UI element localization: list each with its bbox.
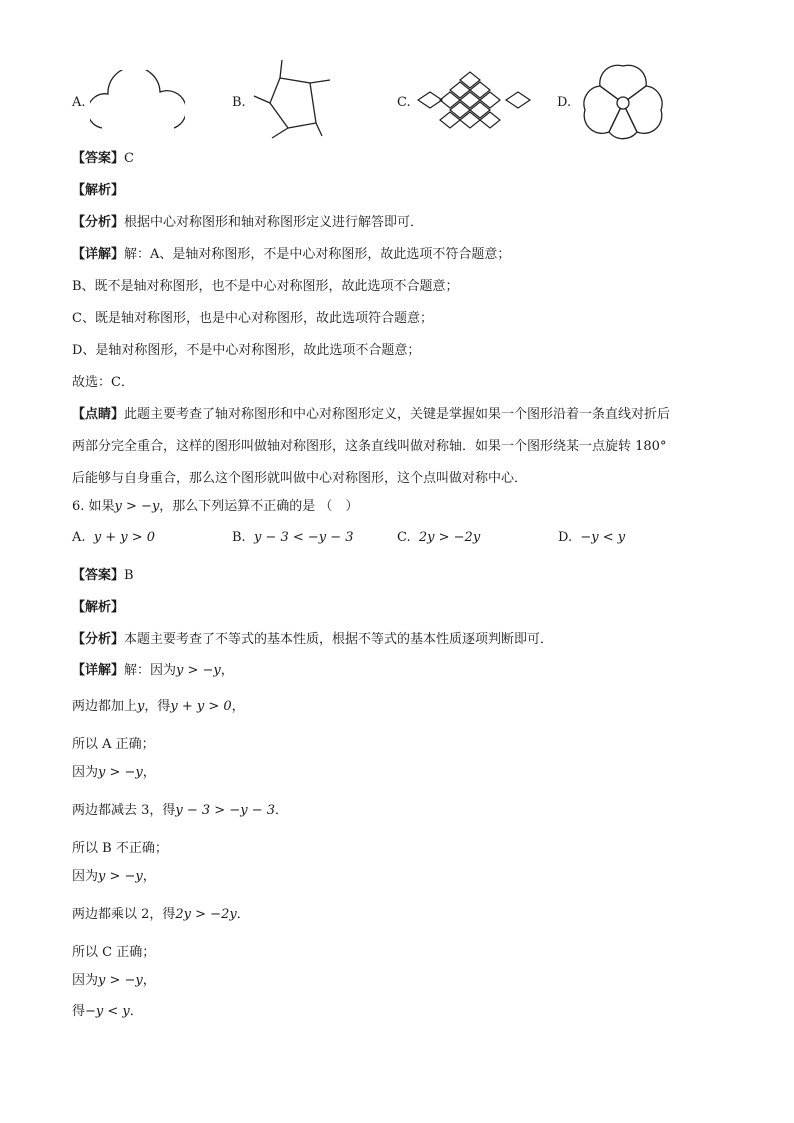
dianjing-text-1: 此题主要考查了轴对称图形和中心对称图形定义，关键是掌握如果一个图形沿着一条直线对折后 <box>124 407 671 422</box>
q5-dianjing-line-2: 两部分完全重合，这样的图形叫做轴对称图形，这条直线叫做对称轴．如果一个图形绕某一点旋转 180° <box>72 439 667 454</box>
q6-stem-math: y > −y <box>114 499 160 514</box>
step-var: y <box>137 699 145 714</box>
xiangjie-tag: 【详解】 <box>72 663 125 678</box>
choice-math: −y < y <box>580 530 626 545</box>
step-text: ， <box>231 699 245 714</box>
q5-dianjing-line-3: 后能够与自身重合，那么这个图形就叫做中心对称图形，这个点叫做对称中心． <box>72 471 528 486</box>
fenxi-tag: 【分析】 <box>72 632 125 647</box>
option-d-label: D. <box>557 95 572 110</box>
choice-label: B. <box>232 530 246 545</box>
q6-choice-b <box>232 530 354 545</box>
q5-answer-line <box>72 150 134 168</box>
step-text: ． <box>275 803 289 818</box>
q6-answer-line <box>72 567 134 585</box>
q5-line-d: D、是轴对称图形，不是中心对称图形，故此选项不合题意； <box>72 343 421 358</box>
choice-label: D. <box>558 530 573 545</box>
q6-choice-a <box>72 530 155 545</box>
answer-value: C <box>124 151 134 166</box>
condition-math: y > −y <box>98 765 143 780</box>
step-text: 两边都加上 <box>72 699 138 714</box>
q6-choice-d <box>558 530 625 545</box>
step-math: 2y > −2y <box>175 907 237 922</box>
q5-choose-line: 故选：C． <box>72 375 134 390</box>
q6-because-2 <box>72 868 156 886</box>
condition-math: y > −y <box>98 869 143 884</box>
answer-tag: 【答案】 <box>72 151 125 166</box>
diamond-lattice-figure <box>414 68 534 136</box>
q6-result-b: 所以 B 不正确； <box>72 841 168 856</box>
comma: ， <box>220 663 234 678</box>
q6-jiexi-line <box>72 599 124 617</box>
condition-math: y > −y <box>176 663 221 678</box>
comma: ， <box>142 765 156 780</box>
fenxi-text: 本题主要考查了不等式的基本性质，根据不等式的基本性质逐项判断即可． <box>124 632 554 647</box>
pentagon-spokes-figure <box>250 58 340 143</box>
step-text: ． <box>129 1004 143 1019</box>
option-a-label: A. <box>72 95 86 110</box>
choice-math: y + y > 0 <box>93 530 156 545</box>
fenxi-tag: 【分析】 <box>72 215 125 230</box>
choice-math: y − 3 < −y − 3 <box>253 530 354 545</box>
q6-result-c: 所以 C 正确； <box>72 945 156 960</box>
step-math: y − 3 > −y − 3 <box>175 803 276 818</box>
choice-label: C. <box>397 530 411 545</box>
choice-math: 2y > −2y <box>418 530 481 545</box>
xiangjie-tag: 【详解】 <box>72 247 125 262</box>
q6-stem-pre: 6. 如果 <box>72 499 115 514</box>
q5-jiexi-line <box>72 182 124 200</box>
plum-blossom-figure <box>580 60 666 146</box>
step-math: y + y > 0 <box>170 699 232 714</box>
jiexi-tag: 【解析】 <box>72 183 125 198</box>
xiangjie-pre: 解：因为 <box>124 663 177 678</box>
q5-line-c: C、既是轴对称图形，也是中心对称图形，故此选项符合题意； <box>72 311 433 326</box>
q6-result-d <box>72 1003 143 1021</box>
q6-stem-post: ，那么下列运算不正确的是 （ ） <box>159 499 359 514</box>
step-text: 得 <box>72 1004 86 1019</box>
xiangjie-text: 解：A、是轴对称图形，不是中心对称图形，故此选项不符合题意； <box>124 247 511 262</box>
jiexi-tag: 【解析】 <box>72 600 125 615</box>
because-text: 因为 <box>72 869 99 884</box>
option-b-label: B. <box>232 95 246 110</box>
q6-fenxi-line <box>72 631 553 649</box>
answer-value: B <box>124 568 134 583</box>
condition-math: y > −y <box>98 973 143 988</box>
q6-choice-c <box>397 530 480 545</box>
q5-fenxi-line <box>72 214 423 232</box>
q5-line-b: B、既不是轴对称图形，也不是中心对称图形，故此选项不合题意； <box>72 279 459 294</box>
dianjing-tag: 【点睛】 <box>72 407 125 422</box>
option-c-label: C. <box>397 95 411 110</box>
q6-stem <box>72 498 358 516</box>
fenxi-text: 根据中心对称图形和轴对称图形定义进行解答即可． <box>124 215 424 230</box>
step-text: 两边都减去 3，得 <box>72 803 176 818</box>
q6-choices <box>72 530 772 550</box>
cloud-figure <box>90 70 185 135</box>
comma: ， <box>142 869 156 884</box>
q6-step-add <box>72 698 245 716</box>
step-text: ． <box>236 907 250 922</box>
q6-step-multiply <box>72 906 250 924</box>
answer-tag: 【答案】 <box>72 568 125 583</box>
q5-dianjing-line-1 <box>72 406 670 424</box>
step-text: 两边都乘以 2，得 <box>72 907 176 922</box>
step-text: ，得 <box>144 699 171 714</box>
comma: ， <box>142 973 156 988</box>
q6-result-a: 所以 A 正确； <box>72 737 155 752</box>
choice-label: A. <box>72 530 86 545</box>
because-text: 因为 <box>72 973 99 988</box>
step-math: −y < y <box>85 1004 130 1019</box>
q6-step-subtract <box>72 802 288 820</box>
q6-xiangjie-line <box>72 662 234 680</box>
q6-because-3 <box>72 972 156 990</box>
q5-xiangjie-line <box>72 246 510 264</box>
q6-because-1 <box>72 764 156 782</box>
because-text: 因为 <box>72 765 99 780</box>
